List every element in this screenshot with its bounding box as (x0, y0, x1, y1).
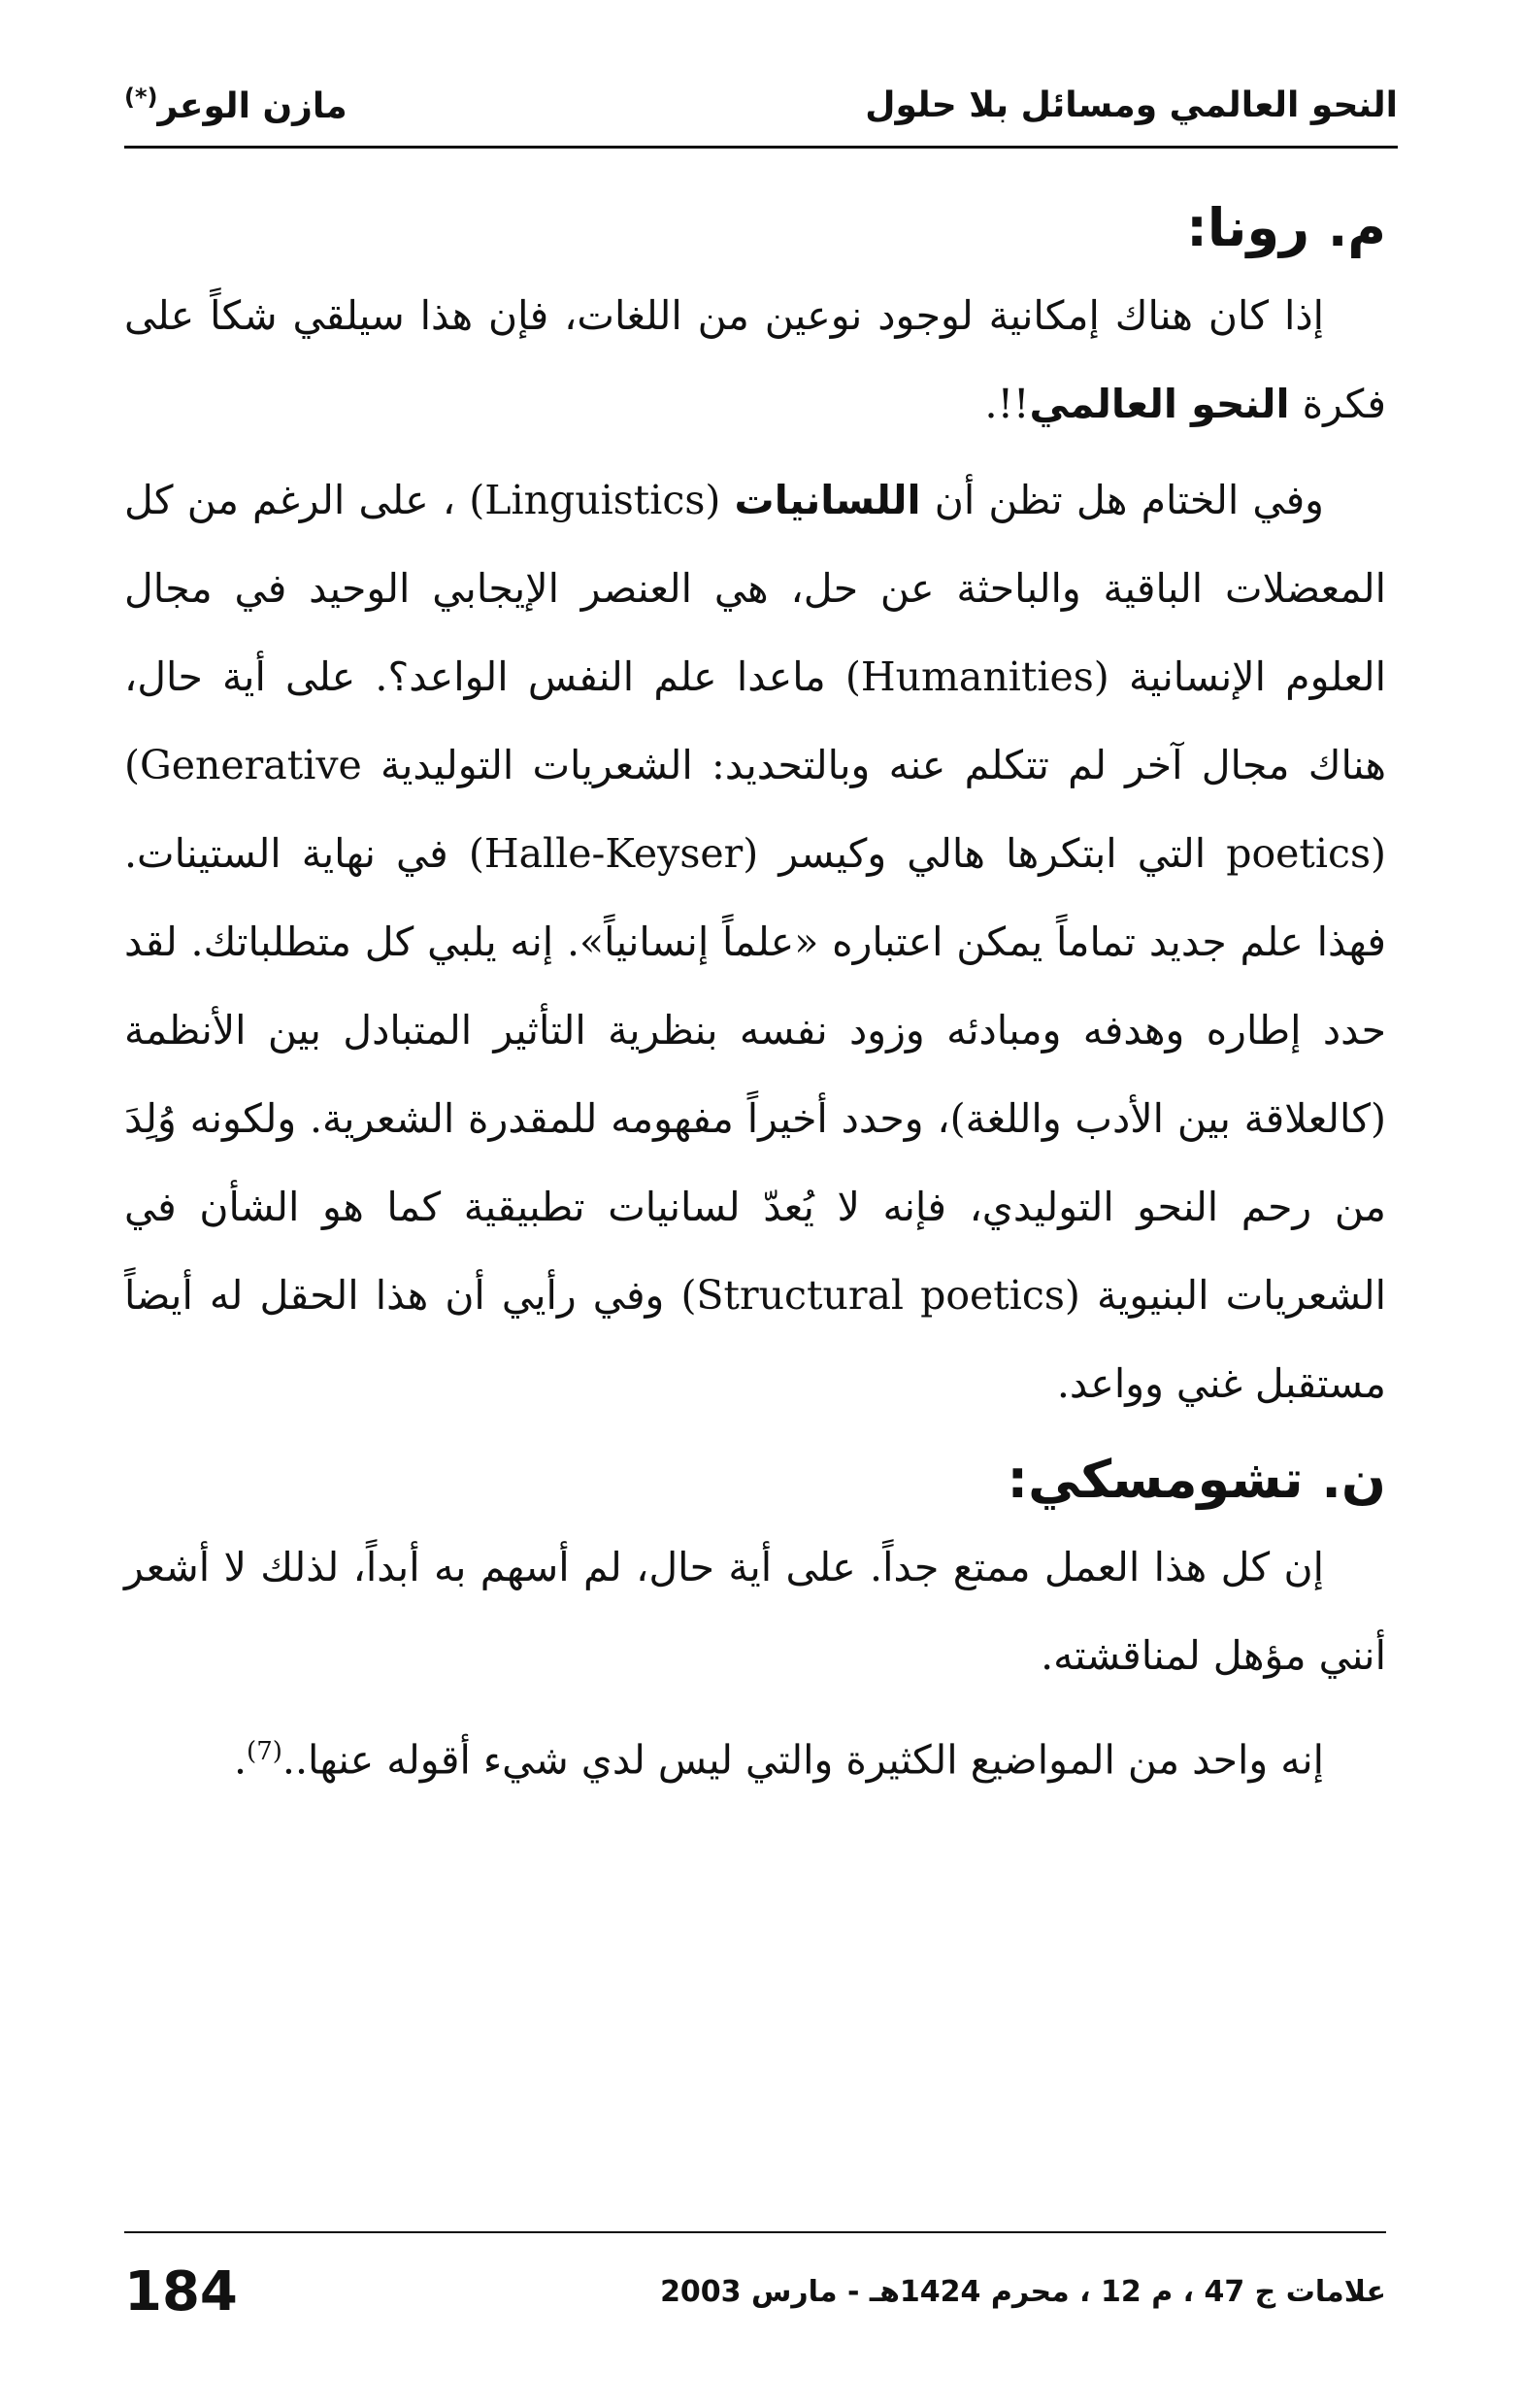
text-run: وفي الختام هل تظن أن (920, 477, 1324, 523)
header-author (124, 84, 347, 126)
latin-term: (Humanities) (844, 653, 1109, 700)
running-header (124, 64, 1398, 146)
text-run: إنه واحد من المواضيع الكثيرة والتي ليس لدي شيء أقوله عنها.. (281, 1736, 1324, 1784)
header-rule (124, 146, 1398, 149)
latin-term: (Linguistics) (469, 477, 721, 523)
page-number: 184 (124, 2259, 238, 2324)
speaker-heading-chomsky: ن. تشومسكي: (1007, 1449, 1386, 1510)
latin-term: (Generative poetics) (124, 742, 1386, 877)
page-footer (124, 2248, 1386, 2335)
text-run: ماعدا علم النفس الواعد؟. على أية حال، هناك مجال آخر لم تتكلم عنه وبالتحديد: الشعريات التوليدية (124, 653, 1386, 788)
text-run: !!. (984, 381, 1030, 427)
text-run: في نهاية الستينات. فهذا علم جديد تماماً يمكن اعتباره «علماً إنسانياً». إنه يلبي كل متطلباتك. لقد حدد إطاره وهدفه ومبادئه وزود نفسه بنظرية التأثير المتبادل بين الأنظمة (كالعلاقة بين الأدب واللغة)، وحدد أخيراً مفهومه للمقدرة الشعرية. ولكونه وُلِدَ من رحم النحو التوليدي، فإنه لا يُعدّ لسانيات تطبيقية كما هو الشأن في الشعريات البنيوية (124, 830, 1386, 1319)
article-body (124, 184, 1386, 1813)
text-run: التي ابتكرها هالي وكيسر (778, 830, 1207, 877)
text-run: . (234, 1736, 248, 1784)
speaker-heading-rona: م. رونا: (1186, 197, 1386, 258)
footnote-reference: (7) (247, 1737, 282, 1766)
header-title: النحو العالمي ومسائل بلا حلول (865, 84, 1398, 125)
author-footnote-mark: (*) (124, 84, 158, 111)
paragraph-chomsky-1: إن كل هذا العمل ممتع جداً. على أية حال، لم أسهم به أبداً، لذلك لا أشعر أنني مؤهل لمناقشته. (124, 1544, 1386, 1679)
text-run: إذا كان هناك إمكانية لوجود نوعين من اللغات، فإن هذا سيلقي شكاً على فكرة (124, 292, 1386, 427)
footer-rule (124, 2231, 1386, 2233)
bold-term: النحو العالمي (1029, 381, 1290, 427)
text-run: ، على الرغم من كل المعضلات الباقية والباحثة عن حل، هي العنصر الإيجابي الوحيد في مجال العلوم الإنسانية (124, 477, 1386, 700)
paragraph-chomsky-2 (124, 1708, 1386, 1805)
paragraph-rona-2 (124, 456, 1386, 1428)
author-name: مازن الوعر (157, 86, 347, 126)
journal-citation: علامات ج 47 ، م 12 ، محرم 1424هـ - مارس 2003 (660, 2274, 1386, 2309)
text-run: وفي رأيي أن هذا الحقل له أيضاً مستقبل غني وواعد. (124, 1272, 1386, 1407)
bold-term: اللسانيات (734, 477, 921, 523)
latin-term: (Halle-Keyser) (468, 830, 759, 877)
paragraph-rona-1 (124, 272, 1386, 449)
latin-term: (Structural poetics) (680, 1272, 1080, 1319)
